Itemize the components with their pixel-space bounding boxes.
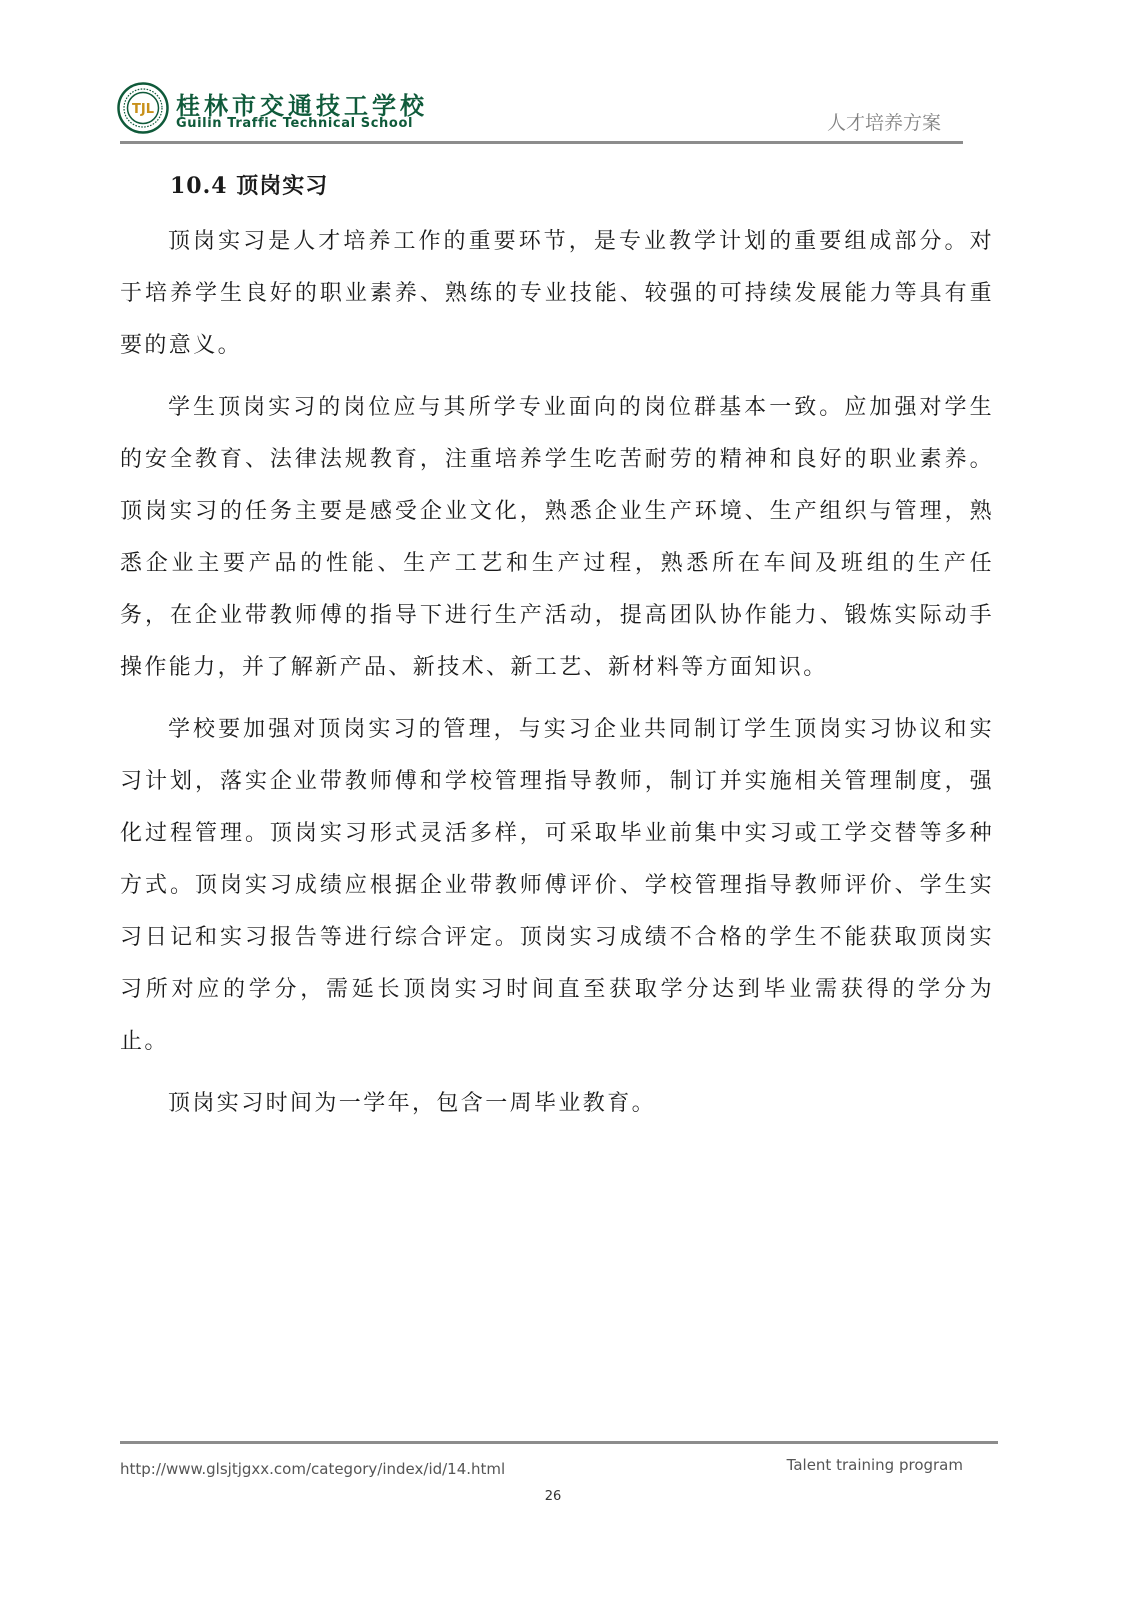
footer-label: Talent training program <box>786 1456 963 1474</box>
footer-divider <box>120 1441 998 1444</box>
logo-text: TJL <box>132 102 154 117</box>
header-divider <box>120 141 963 144</box>
body-paragraph-2: 学生顶岗实习的岗位应与其所学专业面向的岗位群基本一致。应加强对学生的安全教育、法律法规教育，注重培养学生吃苦耐劳的精神和良好的职业素养。顶岗实习的任务主要是感受企业文化，熟悉企业生产环境、生产组织与管理，熟悉企业主要产品的性能、生产工艺和生产过程，熟悉所在车间及班组的生产任务，在企业带教师傅的指导下进行生产活动，提高团队协作能力、锻炼实际动手操作能力，并了解新产品、新技术、新工艺、新材料等方面知识。 <box>120 395 994 680</box>
school-logo-icon <box>117 82 169 134</box>
page-number: 26 <box>544 1489 562 1504</box>
body-paragraph-3: 学校要加强对顶岗实习的管理，与实习企业共同制订学生顶岗实习协议和实习计划，落实企业带教师傅和学校管理指导教师，制订并实施相关管理制度，强化过程管理。顶岗实习形式灵活多样，可采取毕业前集中实习或工学交替等多种方式。顶岗实习成绩应根据企业带教师傅评价、学校管理指导教师评价、学生实习日记和实习报告等进行综合评定。顶岗实习成绩不合格的学生不能获取顶岗实习所对应的学分，需延长顶岗实习时间直至获取学分达到毕业需获得的学分为止。 <box>120 717 994 1054</box>
school-name-en: Guilin Traffic Technical School <box>176 116 414 131</box>
school-name-cn: 桂林市交通技工学校 <box>176 92 428 120</box>
body-paragraph-1: 顶岗实习是人才培养工作的重要环节，是专业教学计划的重要组成部分。对于培养学生良好的职业素养、熟练的专业技能、较强的可持续发展能力等具有重要的意义。 <box>120 229 994 358</box>
footer-url-link[interactable]: http://www.glsjtjgxx.com/category/index/id/14.html <box>120 1460 506 1478</box>
section-heading: 10.4 顶岗实习 <box>170 173 329 199</box>
page-header <box>0 0 1131 150</box>
page-body <box>120 166 994 1130</box>
body-paragraph-4: 顶岗实习时间为一学年，包含一周毕业教育。 <box>168 1091 657 1116</box>
document-type: 人才培养方案 <box>826 112 941 134</box>
